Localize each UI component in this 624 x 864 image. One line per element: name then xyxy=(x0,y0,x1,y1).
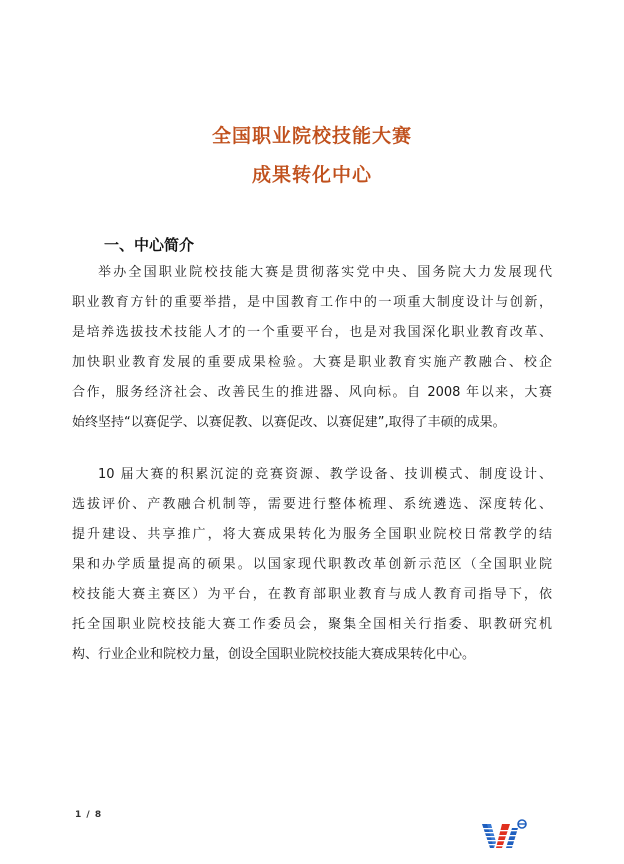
vocational-skills-competition-logo-icon xyxy=(480,818,530,854)
paragraph-2-line: 提升建设、共享推广，将大赛成果转化为服务全国职业院校日常教学的结 xyxy=(72,527,552,542)
paragraph-2-line: 10 届大赛的积累沉淀的竞赛资源、教学设备、技训模式、制度设计、 xyxy=(98,467,552,482)
paragraph-2-line: 果和办学质量提高的硕果。以国家现代职教改革创新示范区（全国职业院 xyxy=(72,557,552,572)
section-heading: 一、中心简介 xyxy=(104,236,195,254)
paragraph-1 xyxy=(72,258,552,438)
paragraph-2-line: 托全国职业院校技能大赛工作委员会，聚集全国相关行指委、职教研究机 xyxy=(72,617,552,632)
paragraph-2 xyxy=(72,460,552,670)
document-title-line-1: 全国职业院校技能大赛 xyxy=(211,125,412,147)
paragraph-2-line: 构、行业企业和院校力量，创设全国职业院校技能大赛成果转化中心。 xyxy=(72,647,476,662)
logo-e-mark xyxy=(518,820,526,828)
paragraph-1-line: 职业教育方针的重要举措，是中国教育工作中的一项重大制度设计与创新， xyxy=(72,295,552,310)
paragraph-2-line: 校技能大赛主赛区）为平台，在教育部职业教育与成人教育司指导下，依 xyxy=(72,587,552,602)
logo-red-stripes xyxy=(495,824,519,848)
paragraph-1-line: 加快职业教育发展的重要成果检验。大赛是职业教育实施产教融合、校企 xyxy=(72,355,552,370)
page-number: 1 / 8 xyxy=(75,810,103,820)
paragraph-1-line: 是培养选拔技术技能人才的一个重要平台，也是对我国深化职业教育改革、 xyxy=(72,325,552,340)
paragraph-2-line: 选拔评价、产教融合机制等，需要进行整体梳理、系统遴选、深度转化、 xyxy=(72,497,552,512)
paragraph-1-line: 举办全国职业院校技能大赛是贯彻落实党中央、国务院大力发展现代 xyxy=(98,265,552,280)
paragraph-1-line: 合作，服务经济社会、改善民生的推进器、风向标。自 2008 年以来，大赛 xyxy=(72,385,552,400)
paragraph-1-line: 始终坚持“以赛促学、以赛促教、以赛促改、以赛促建”,取得了丰硕的成果。 xyxy=(72,415,506,430)
document-title-line-2: 成果转化中心 xyxy=(251,164,372,186)
logo-blue-stripes xyxy=(481,824,497,848)
